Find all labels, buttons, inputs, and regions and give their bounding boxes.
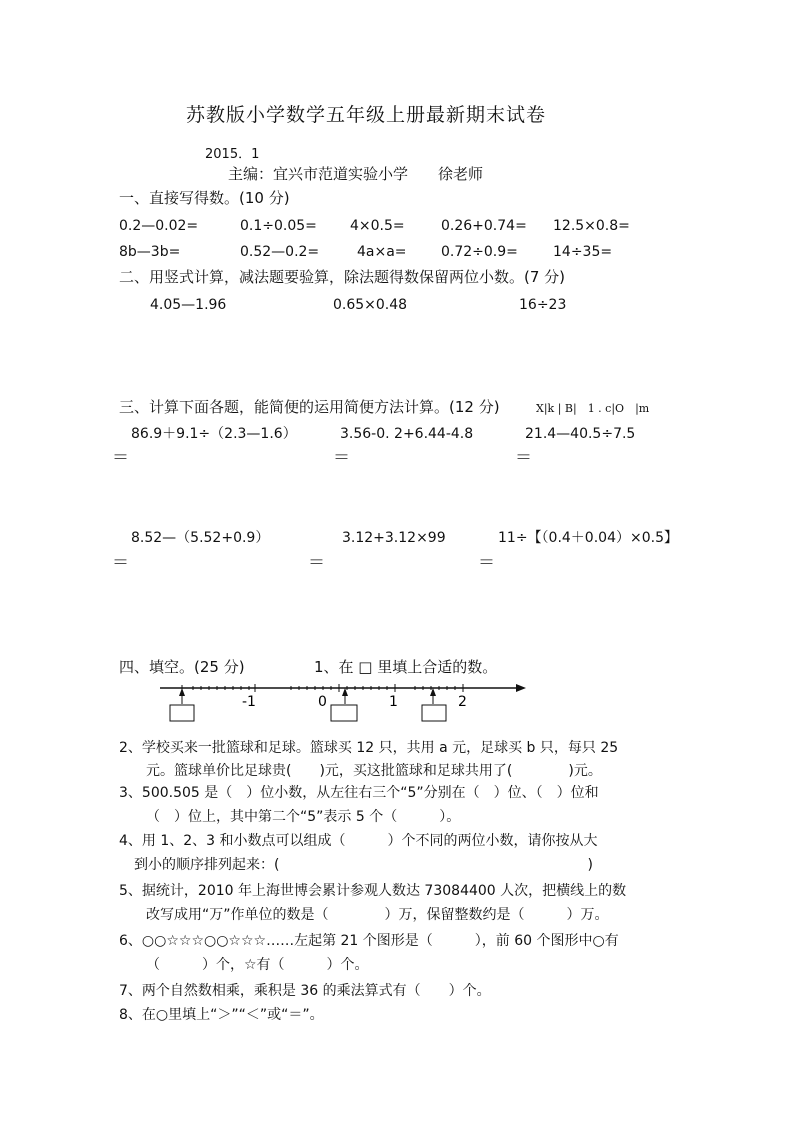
- answer-box-2: [331, 705, 357, 721]
- s3-r2-equals-3: ＝: [478, 553, 495, 573]
- numline-label-2: 2: [458, 694, 467, 710]
- numline-label-neg1: -1: [242, 694, 256, 710]
- s4-q3-line2: （ ）位上，其中第二个“5”表示 5 个（ ）。: [146, 809, 461, 825]
- editor-line: 主编：宜兴市范道实验小学 徐老师: [228, 165, 484, 183]
- s4-q2-line1: 2、学校买来一批篮球和足球。篮球买 12 只，共用 a 元，足球买 b 只，每只 25: [119, 740, 619, 756]
- s4-q2-line2: 元。篮球单价比足球贵( )元，买这批篮球和足球共用了( )元。: [146, 763, 602, 779]
- s1-r1-q4: 0.26+0.74=: [441, 218, 527, 234]
- s1-r2-q1: 8b—3b=: [119, 244, 181, 260]
- s4-q3-line1: 3、500.505 是（ ）位小数，从左往右三个“5”分别在（ ）位、（ ）位和: [119, 785, 599, 801]
- page-title: 苏教版小学数学五年级上册最新期末试卷: [186, 104, 547, 126]
- number-line-arrowhead: [516, 684, 526, 692]
- s3-r2-q1: 8.52—（5.52+0.9）: [131, 530, 270, 546]
- exam-date: 2015．1: [205, 147, 260, 162]
- s4-q8: 8、在○里填上“＞”“＜”或“＝”。: [119, 1007, 324, 1023]
- s4-q4-line1: 4、用 1、2、3 和小数点可以组成（ ）个不同的两位小数，请你按从大: [119, 833, 598, 849]
- section-1-heading: 一、直接写得数。(10 分): [119, 189, 290, 207]
- s3-r1-equals-1: ＝: [112, 448, 129, 468]
- s4-q4-line2: 到小的顺序排列起来：( ): [134, 857, 593, 873]
- s4-q5-line2: 改写成用“万”作单位的数是（ ）万，保留整数约是（ ）万。: [146, 907, 609, 923]
- numline-label-0: 0: [318, 694, 327, 710]
- s1-r2-q3: 4a×a=: [357, 244, 407, 260]
- s3-r1-q1: 86.9＋9.1÷（2.3—1.6）: [131, 426, 297, 442]
- s3-r2-equals-1: ＝: [112, 553, 129, 573]
- s1-r2-q4: 0.72÷0.9=: [441, 244, 518, 260]
- s3-r1-q3: 21.4—40.5÷7.5: [525, 426, 636, 442]
- s3-r2-q2: 3.12+3.12×99: [342, 530, 446, 546]
- s4-q7: 7、两个自然数相乘，乘积是 36 的乘法算式有（ ）个。: [119, 983, 491, 999]
- section-4-heading: 四、填空。(25 分): [119, 658, 245, 676]
- answer-box-3: [422, 705, 446, 721]
- s1-r2-q5: 14÷35=: [553, 244, 613, 260]
- s1-r1-q5: 12.5×0.8=: [553, 218, 630, 234]
- s1-r1-q3: 4×0.5=: [350, 218, 405, 234]
- s2-problem-1: 4.05—1.96: [150, 297, 227, 313]
- answer-box-1: [170, 705, 194, 721]
- s2-problem-3: 16÷23: [519, 297, 567, 313]
- s4-q1: 1、在 □ 里填上合适的数。: [314, 658, 498, 676]
- section-3-heading: 三、计算下面各题，能简便的运用简便方法计算。(12 分): [119, 398, 500, 416]
- s3-r1-q2: 3.56-0. 2+6.44-4.8: [340, 426, 474, 442]
- s1-r1-q2: 0.1÷0.05=: [240, 218, 317, 234]
- s2-problem-2: 0.65×0.48: [333, 297, 408, 313]
- s4-q5-line1: 5、据统计，2010 年上海世博会累计参观人数达 73084400 人次，把横线上的数: [119, 883, 627, 899]
- number-line: [150, 676, 540, 724]
- s4-q6-line1: 6、○○☆☆☆○○☆☆☆……左起第 21 个图形是（ ），前 60 个图形中○有: [119, 933, 619, 949]
- s1-r2-q2: 0.52—0.2=: [240, 244, 320, 260]
- s3-r2-q3: 11÷【（0.4＋0.04）×0.5】: [498, 530, 678, 546]
- s4-q6-line2: （ ）个，☆有（ ）个。: [146, 957, 369, 973]
- section-2-heading: 二、用竖式计算，减法题要验算，除法题得数保留两位小数。(7 分): [119, 268, 566, 286]
- s3-r2-equals-2: ＝: [308, 553, 325, 573]
- s3-r1-equals-2: ＝: [333, 448, 350, 468]
- numline-label-1: 1: [389, 694, 398, 710]
- s3-r1-equals-3: ＝: [515, 448, 532, 468]
- watermark-text: X|k | B| 1 . c|O |m: [536, 402, 650, 415]
- s1-r1-q1: 0.2—0.02=: [119, 218, 199, 234]
